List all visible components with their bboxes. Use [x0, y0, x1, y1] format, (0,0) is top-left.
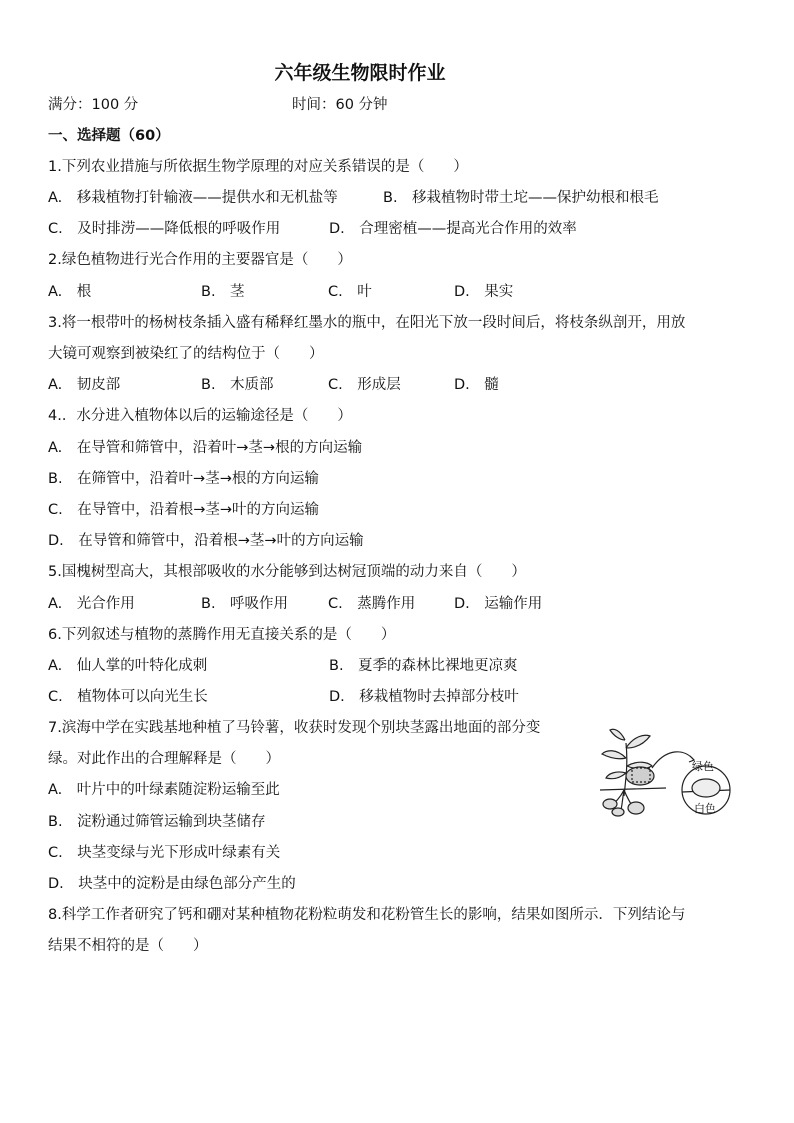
question-3-option-a: A. 韧皮部 [48, 377, 121, 393]
question-4-option-c: C. 在导管中，沿着根→茎→叶的方向运输 [48, 502, 320, 518]
question-7-stem-line-1: 7.滨海中学在实践基地种植了马铃薯，收获时发现个别块茎露出地面的部分变 [48, 720, 541, 736]
question-1-stem: 1.下列农业措施与所依据生物学原理的对应关系错误的是（ ） [48, 159, 468, 175]
question-1-option-b: B. 移栽植物时带土坨——保护幼根和根毛 [383, 190, 659, 206]
question-3-option-c: C. 形成层 [328, 377, 401, 393]
question-4-option-b: B. 在筛管中，沿着叶→茎→根的方向运输 [48, 471, 319, 487]
question-8-stem-line-2: 结果不相符的是（ ） [48, 938, 208, 954]
question-5-stem: 5.国槐树型高大，其根部吸收的水分能够到达树冠顶端的动力来自（ ） [48, 564, 526, 580]
question-7-option-b: B. 淀粉通过筛管运输到块茎储存 [48, 814, 266, 830]
question-1-option-d: D. 合理密植——提高光合作用的效率 [329, 221, 577, 237]
section-heading: 一、选择题（60） [48, 128, 170, 144]
question-2-option-b: B. 茎 [201, 284, 245, 300]
question-5-option-c: C. 蒸腾作用 [328, 596, 416, 612]
question-3-stem-line-1: 3.将一根带叶的杨树枝条插入盛有稀释红墨水的瓶中，在阳光下放一段时间后，将枝条纵剖开，用放 [48, 315, 686, 331]
question-4-stem: 4.．水分进入植物体以后的运输途径是（ ） [48, 408, 352, 424]
question-2-option-c: C. 叶 [328, 284, 372, 300]
question-6-stem: 6.下列叙述与植物的蒸腾作用无直接关系的是（ ） [48, 627, 396, 643]
question-5-option-a: A. 光合作用 [48, 596, 135, 612]
question-5-option-b: B. 呼吸作用 [201, 596, 289, 612]
question-6-option-a: A. 仙人掌的叶特化成刺 [48, 658, 208, 674]
question-7-option-c: C. 块茎变绿与光下形成叶绿素有关 [48, 845, 281, 861]
question-6-option-b: B. 夏季的森林比裸地更凉爽 [329, 658, 518, 674]
question-4-option-a: A. 在导管和筛管中，沿着叶→茎→根的方向运输 [48, 440, 363, 456]
question-2-option-d: D. 果实 [454, 284, 514, 300]
question-2-option-a: A. 根 [48, 284, 92, 300]
potato-plant-figure [596, 718, 746, 818]
white-label: 白色 [694, 802, 716, 815]
question-5-option-d: D. 运输作用 [454, 596, 543, 612]
time-limit: 时间：60 分钟 [292, 97, 388, 113]
question-7-option-d: D. 块茎中的淀粉是由绿色部分产生的 [48, 876, 296, 892]
question-3-stem-line-2: 大镜可观察到被染红了的结构位于（ ） [48, 346, 324, 362]
question-3-option-d: D. 髓 [454, 377, 499, 393]
question-3-option-b: B. 木质部 [201, 377, 274, 393]
question-4-option-d: D. 在导管和筛管中，沿着根→茎→叶的方向运输 [48, 533, 364, 549]
question-6-option-c: C. 植物体可以向光生长 [48, 689, 208, 705]
question-1-option-a: A. 移栽植物打针输液——提供水和无机盐等 [48, 190, 338, 206]
question-1-option-c: C. 及时排涝——降低根的呼吸作用 [48, 221, 281, 237]
question-7-option-a: A. 叶片中的叶绿素随淀粉运输至此 [48, 782, 280, 798]
question-8-stem-line-1: 8.科学工作者研究了钙和硼对某种植物花粉粒萌发和花粉管生长的影响，结果如图所示．下列结论与 [48, 907, 686, 923]
question-7-stem-line-2: 绿。对此作出的合理解释是（ ） [48, 751, 280, 767]
question-2-stem: 2.绿色植物进行光合作用的主要器官是（ ） [48, 252, 352, 268]
page-title: 六年级生物限时作业 [274, 62, 446, 84]
full-score: 满分：100 分 [48, 97, 139, 113]
green-label: 绿色 [692, 760, 714, 773]
question-6-option-d: D. 移栽植物时去掉部分枝叶 [329, 689, 519, 705]
